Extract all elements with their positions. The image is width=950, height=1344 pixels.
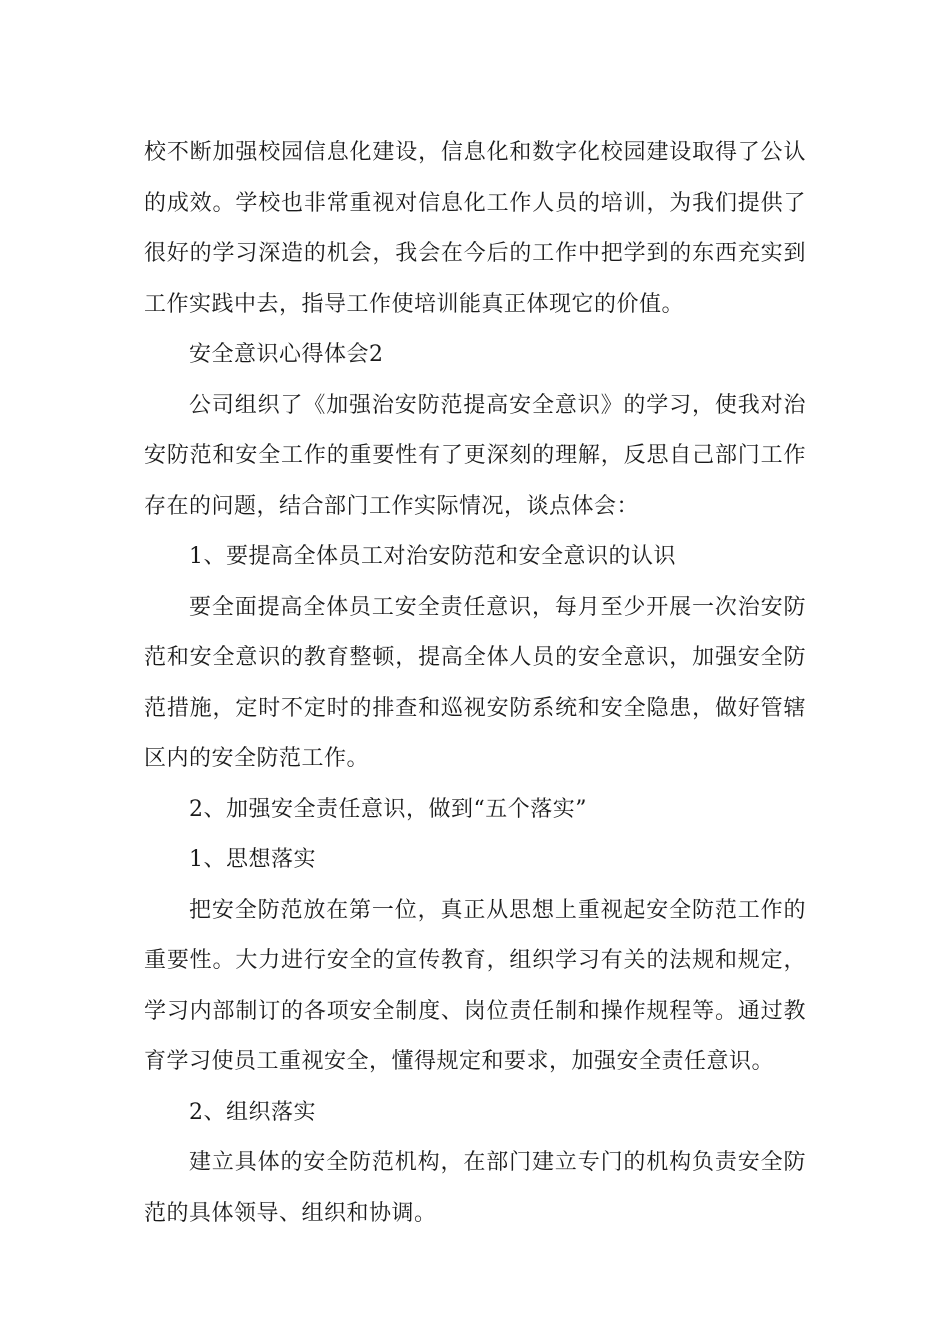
paragraph-continuation: 校不断加强校园信息化建设，信息化和数字化校园建设取得了公认的成效。学校也非常重视对信息化工作人员的培训，为我们提供了很好的学习深造的机会，我会在今后的工作中把学到的东西充实到工作实践中去，指导工作使培训能真正体现它的价值。 [144, 140, 806, 317]
paragraph-point-1: 要全面提高全体员工安全责任意识，每月至少开展一次治安防范和安全意识的教育整顿，提高全体人员的安全意识，加强安全防范措施，定时不定时的排查和巡视安防系统和安全隐患，做好管辖区内的安全防范工作。 [144, 594, 806, 771]
section-heading: 安全意识心得体会2 [189, 342, 384, 367]
paragraph-intro: 公司组织了《加强治安防范提高安全意识》的学习，使我对治安防范和安全工作的重要性有了更深刻的理解，反思自己部门工作存在的问题，结合部门工作实际情况，谈点体会： [144, 392, 806, 519]
paragraph-subpoint-1: 把安全防范放在第一位，真正从思想上重视起安全防范工作的重要性。大力进行安全的宣传教育，组织学习有关的法规和规定，学习内部制订的各项安全制度、岗位责任制和操作规程等。通过教育学习使员工重视安全，懂得规定和要求，加强安全责任意识。 [144, 897, 806, 1074]
subpoint-heading-2: 2、组织落实 [189, 1099, 316, 1125]
document-body [144, 128, 806, 1239]
point-heading-2: 2、加强安全责任意识，做到“五个落实” [189, 796, 587, 822]
subpoint-heading-1: 1、思想落实 [189, 847, 316, 872]
paragraph-subpoint-2: 建立具体的安全防范机构，在部门建立专门的机构负责安全防范的具体领导、组织和协调。 [144, 1150, 806, 1226]
point-heading-1: 1、要提高全体员工对治安防范和安全意识的认识 [189, 544, 676, 569]
